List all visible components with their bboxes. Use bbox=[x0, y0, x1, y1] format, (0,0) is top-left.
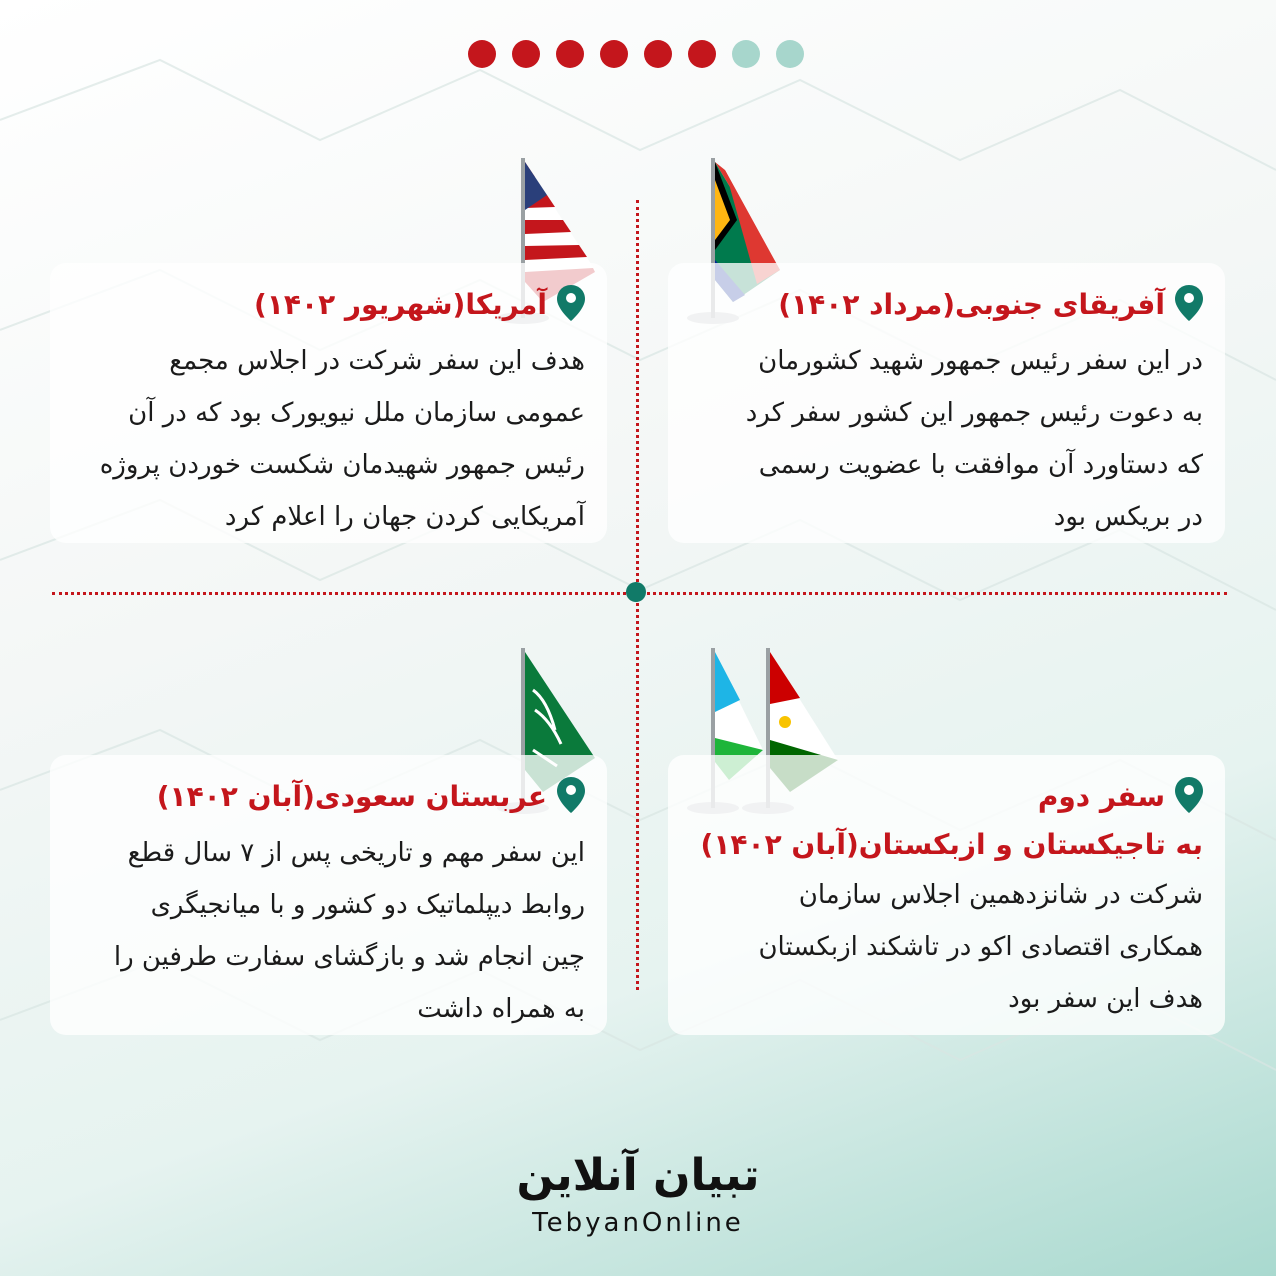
card-body bbox=[72, 827, 585, 1035]
progress-dot bbox=[556, 40, 584, 68]
location-pin-icon bbox=[557, 285, 585, 321]
card-america bbox=[50, 263, 607, 543]
logo-english: TebyanOnline bbox=[532, 1208, 744, 1238]
location-pin-icon bbox=[557, 777, 585, 813]
card-title: آفریقای جنوبی(مرداد ۱۴۰۲) bbox=[778, 288, 1165, 321]
card-title: آمریکا(شهریور ۱۴۰۲) bbox=[254, 288, 547, 321]
card-body bbox=[72, 335, 585, 543]
card-line: در این سفر رئیس جمهور شهید کشورمان bbox=[758, 346, 1203, 376]
card-line: هدف این سفر شرکت در اجلاس مجمع bbox=[169, 346, 585, 376]
card-line: آمریکایی کردن جهان را اعلام کرد bbox=[224, 502, 585, 532]
progress-dot bbox=[644, 40, 672, 68]
card-title: سفر دوم bbox=[1037, 780, 1165, 813]
card-line: به همراه داشت bbox=[417, 994, 585, 1024]
progress-dot bbox=[600, 40, 628, 68]
card-line: همکاری اقتصادی اکو در تاشکند ازبکستان bbox=[758, 932, 1203, 962]
card-south-africa bbox=[668, 263, 1225, 543]
card-line: در بریکس بود bbox=[1053, 502, 1203, 532]
card-body bbox=[690, 335, 1203, 543]
card-line: که دستاورد آن موافقت با عضویت رسمی bbox=[758, 450, 1203, 480]
card-line: شرکت در شانزدهمین اجلاس سازمان bbox=[798, 880, 1203, 910]
card-line: عمومی سازمان ملل نیویورک بود که در آن bbox=[128, 398, 585, 428]
card-saudi-arabia bbox=[50, 755, 607, 1035]
location-pin-icon bbox=[1175, 777, 1203, 813]
card-subtitle: به تاجیکستان و ازبکستان(آبان ۱۴۰۲) bbox=[700, 828, 1203, 861]
progress-dot bbox=[468, 40, 496, 68]
progress-dot bbox=[732, 40, 760, 68]
card-line: به دعوت رئیس جمهور این کشور سفر کرد bbox=[745, 398, 1203, 428]
card-line: رئیس جمهور شهیدمان شکست خوردن پروژه bbox=[99, 450, 585, 480]
card-line: چین انجام شد و بازگشای سفارت طرفین را bbox=[113, 942, 585, 972]
card-title: عربستان سعودی(آبان ۱۴۰۲) bbox=[156, 780, 547, 813]
progress-dots bbox=[468, 40, 808, 74]
logo-persian: تبیان آنلاین bbox=[516, 1150, 760, 1201]
center-dot bbox=[626, 582, 646, 602]
card-body bbox=[690, 869, 1203, 1025]
location-pin-icon bbox=[1175, 285, 1203, 321]
card-line: هدف این سفر بود bbox=[1008, 984, 1203, 1014]
card-tajikistan-uzbekistan bbox=[668, 755, 1225, 1035]
progress-dot bbox=[688, 40, 716, 68]
card-line: این سفر مهم و تاریخی پس از ۷ سال قطع bbox=[127, 838, 585, 868]
card-line: روابط دیپلماتیک دو کشور و با میانجیگری bbox=[150, 890, 585, 920]
progress-dot bbox=[512, 40, 540, 68]
progress-dot bbox=[776, 40, 804, 68]
